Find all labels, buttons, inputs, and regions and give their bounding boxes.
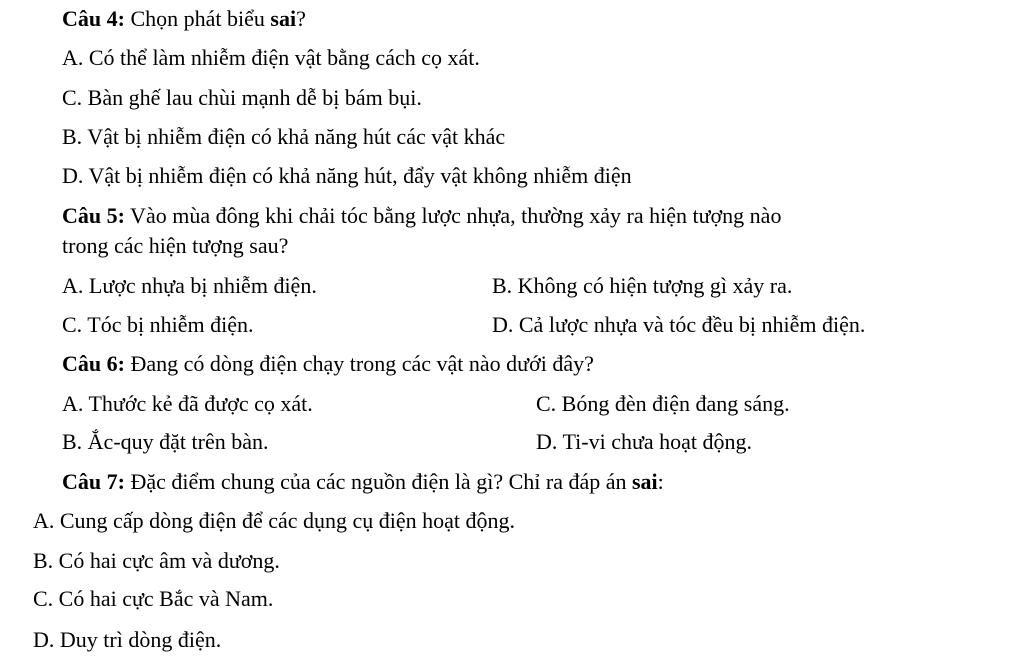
question-5-option-d: D. Cả lược nhựa và tóc đều bị nhiễm điện. [492, 312, 866, 337]
question-5-stem [62, 203, 781, 229]
question-4-text: Chọn phát biểu [124, 6, 271, 31]
question-7-emphasis: sai [631, 469, 658, 494]
question-4-option-a: A. Có thể làm nhiễm điện vật bằng cách cọ xát. [62, 45, 480, 70]
question-5-label: Câu 5: [62, 203, 125, 228]
question-6-option-d: D. Ti-vi chưa hoạt động. [536, 429, 753, 454]
question-6-option-b: B. Ắc-quy đặt trên bàn. [62, 429, 269, 454]
question-5-option-b: B. Không có hiện tượng gì xảy ra. [492, 273, 793, 298]
question-7-option-a: A. Cung cấp dòng điện để các dụng cụ điện hoạt động. [33, 508, 516, 533]
question-4-option-b: B. Vật bị nhiễm điện có khả năng hút các vật khác [62, 124, 506, 149]
question-6-label: Câu 6: [62, 351, 125, 376]
question-7-option-d: D. Duy trì dòng điện. [33, 627, 222, 652]
question-6-text: Đang có dòng điện chạy trong các vật nào dưới đây? [124, 351, 594, 376]
question-6-option-c: C. Bóng đèn điện đang sáng. [536, 391, 790, 416]
question-6-option-a: A. Thước kẻ đã được cọ xát. [62, 391, 313, 416]
question-4-emphasis: sai [270, 6, 297, 31]
question-5-text: Vào mùa đông khi chải tóc bằng lược nhựa, thường xảy ra hiện tượng nào [124, 203, 782, 228]
question-7-option-c: C. Có hai cực Bắc và Nam. [33, 586, 274, 611]
question-7-option-b: B. Có hai cực âm và dương. [33, 548, 280, 573]
question-7-label: Câu 7: [62, 469, 125, 494]
question-4-stem [62, 6, 306, 32]
question-4-option-d: D. Vật bị nhiễm điện có khả năng hút, đẩy vật không nhiễm điện [62, 163, 632, 188]
question-5-option-a: A. Lược nhựa bị nhiễm điện. [62, 273, 317, 298]
question-7-text: Đặc điểm chung của các nguồn điện là gì? Chỉ ra đáp án [124, 469, 632, 494]
question-4-text-end: ? [296, 6, 306, 31]
question-4-label: Câu 4: [62, 6, 125, 31]
question-6-stem [62, 351, 594, 377]
question-4-option-c: C. Bàn ghế lau chùi mạnh dễ bị bám bụi. [62, 85, 422, 110]
question-5-option-c: C. Tóc bị nhiễm điện. [62, 312, 254, 337]
question-5-stem-continued: trong các hiện tượng sau? [62, 233, 289, 258]
question-7-stem [62, 469, 664, 495]
question-7-text-end: : [657, 469, 664, 494]
